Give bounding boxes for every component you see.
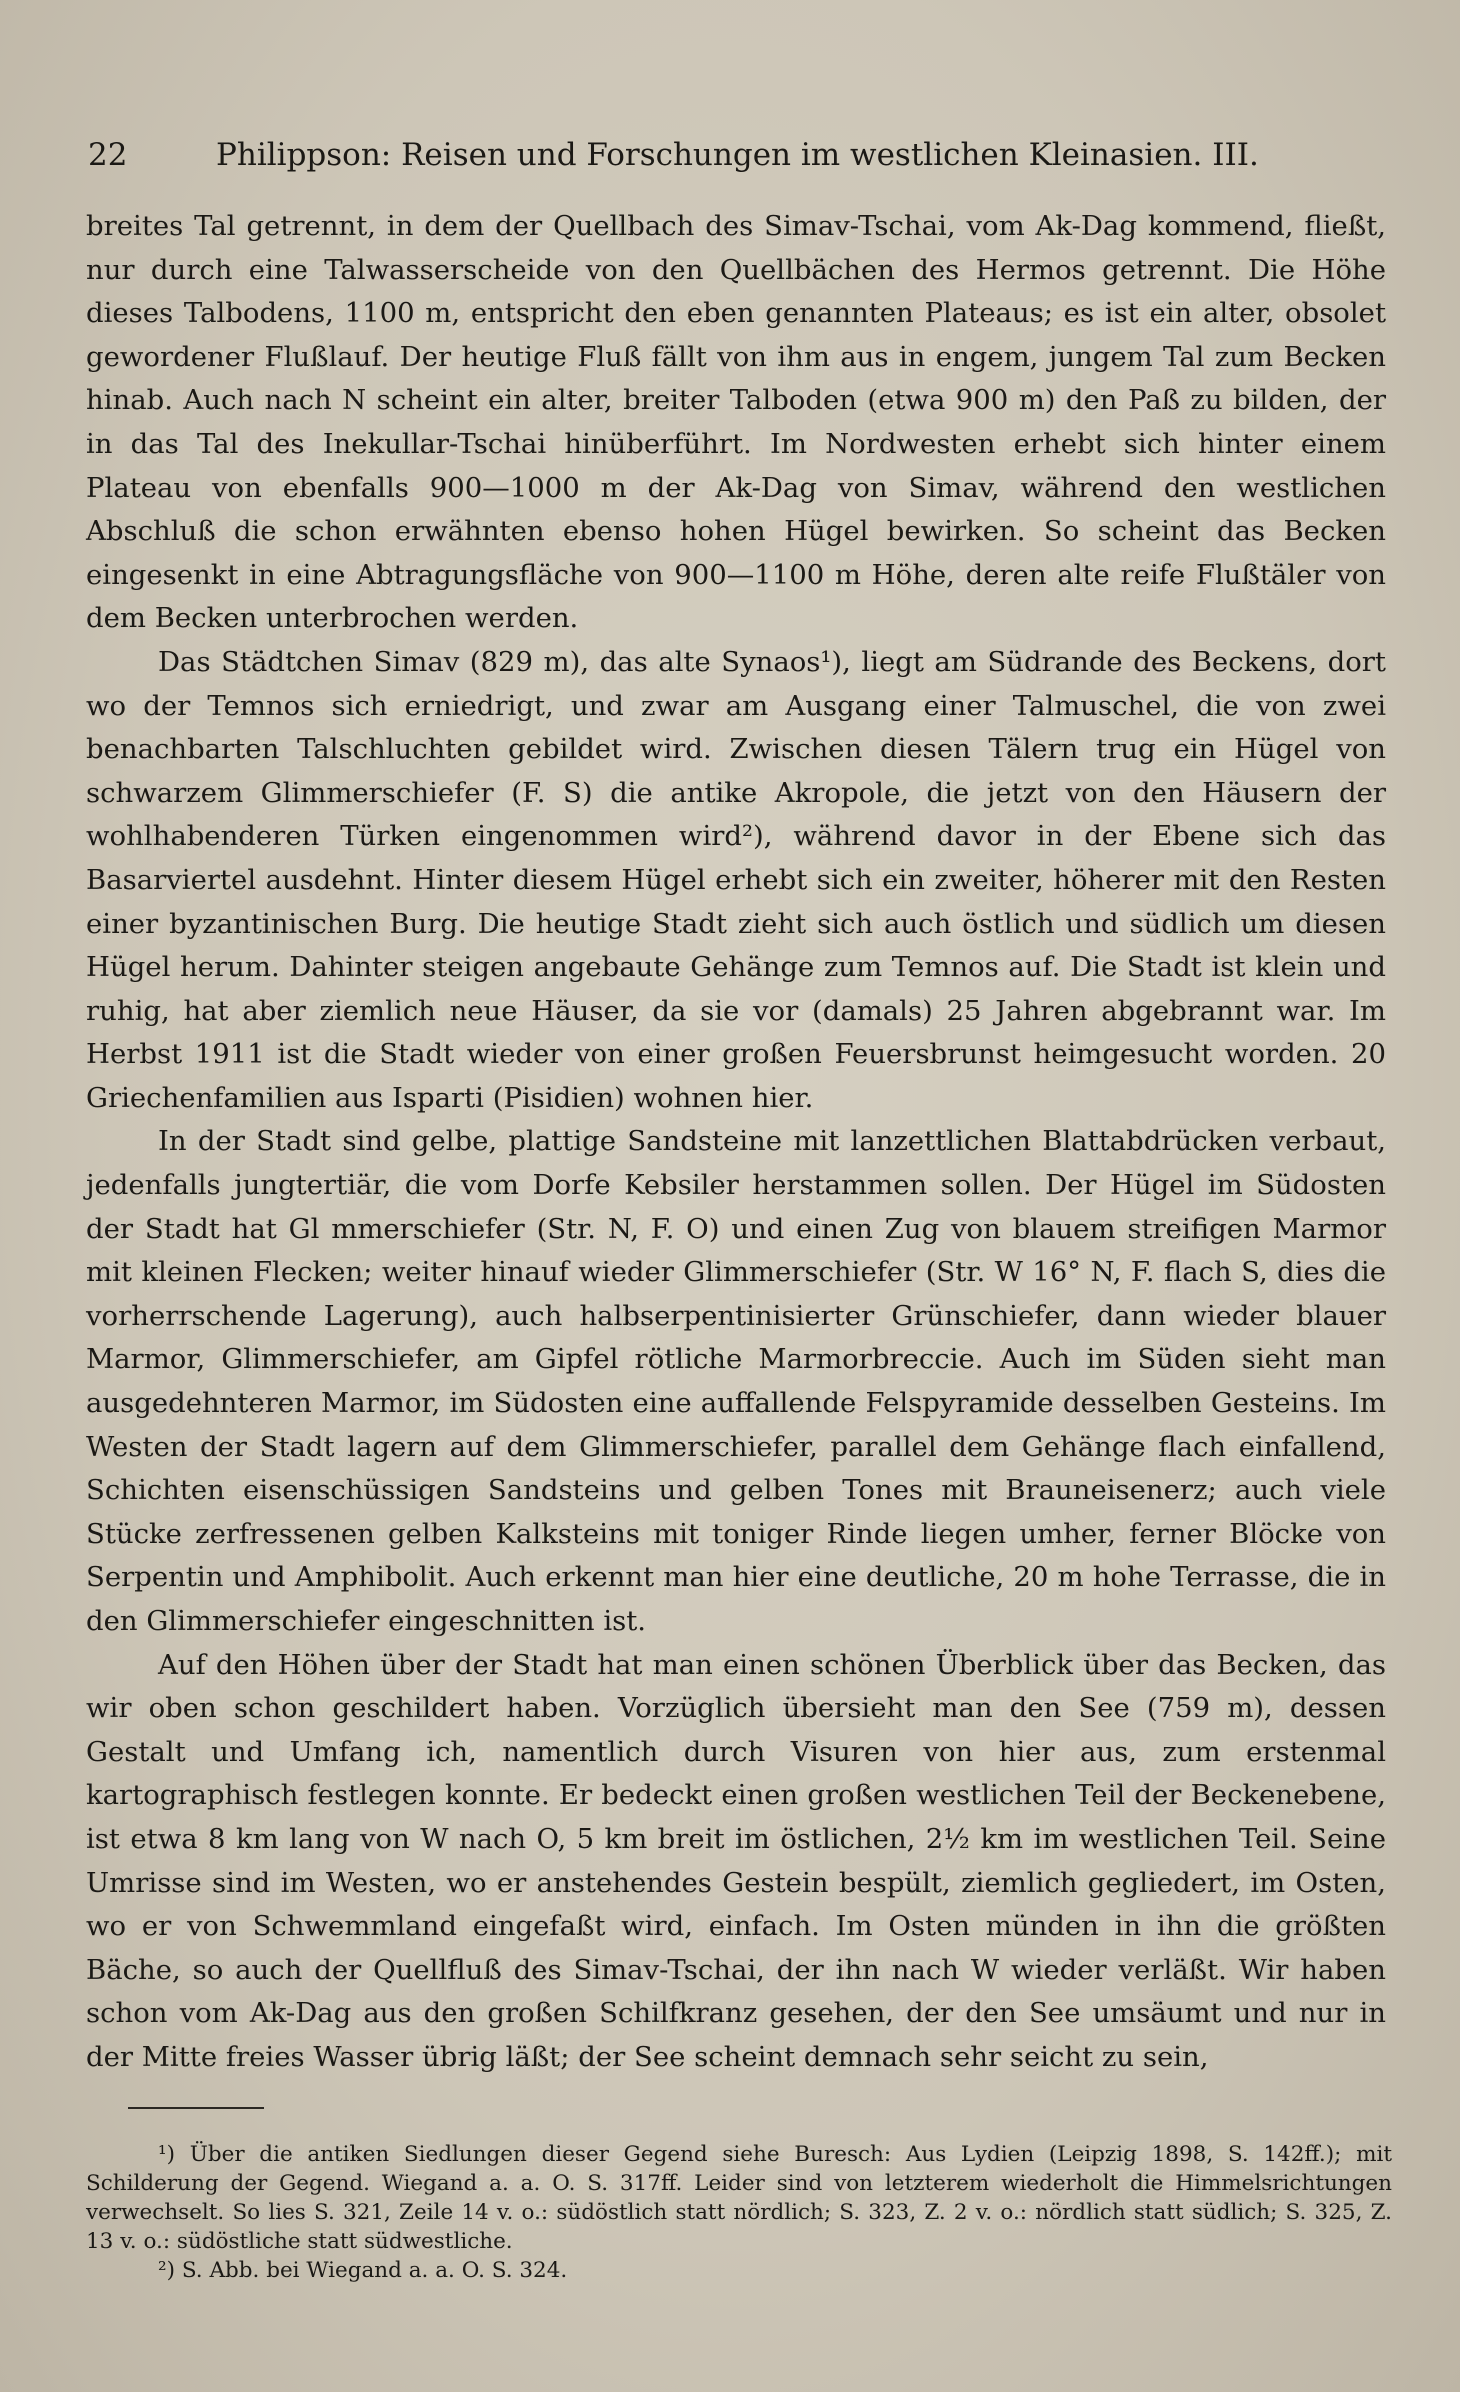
page-number: 22 xyxy=(88,137,128,173)
footnote-2: ²) S. Abb. bei Wiegand a. a. O. S. 324. xyxy=(158,2258,568,2283)
running-header xyxy=(88,135,1388,175)
paragraph-simav-town: Das Städtchen Simav (829 m), das alte Synaos¹), liegt am Südrande des Beckens, dort wo der Temnos sich erniedrigt, und zwar am Ausgang einer Talmuschel, die von zwei benachbarten Talschluchten gebildet wird. Zwischen diesen Tälern trug ein Hügel von schwarzem Glimmerschiefer (F. S) die antike Akropole, die jetzt von den Häusern der wohlhabenderen Türken eingenommen wird²), während davor in der Ebene sich das Basarviertel ausdehnt. Hinter diesem Hügel erhebt sich ein zweiter, höherer mit den Resten einer byzantinischen Burg. Die heutige Stadt zieht sich auch östlich und südlich um diesen Hügel herum. Dahinter steigen angebaute Gehänge zum Temnos auf. Die Stadt ist klein und ruhig, hat aber ziemlich neue Häuser, da sie vor (damals) 25 Jahren abgebrannt war. Im Herbst 1911 ist die Stadt wieder von einer großen Feuersbrunst heimgesucht worden. 20 Griechenfamilien aus Isparti (Pisidien) wohnen hier. xyxy=(86,645,1386,1114)
paragraph-lake-overview: Auf den Höhen über der Stadt hat man einen schönen Überblick über das Becken, das wir oben schon geschildert haben. Vorzüglich übersieht man den See (759 m), dessen Gestalt und Umfang ich, namentlich durch Visuren von hier aus, zum erstenmal kartographisch festlegen konnte. Er bedeckt einen großen westlichen Teil der Beckenebene, ist etwa 8 km lang von W nach O, 5 km breit im östlichen, 2½ km im westlichen Teil. Seine Umrisse sind im Westen, wo er anstehendes Gestein bespült, ziemlich gegliedert, im Osten, wo er von Schwemmland eingefaßt wird, einfach. Im Osten münden in ihn die größten Bäche, so auch der Quellfluß des Simav-Tschai, der ihn nach W wieder verläßt. Wir haben schon vom Ak-Dag aus den großen Schilfkranz gesehen, der den See umsäumt und nur in der Mitte freies Wasser übrig läßt; der See scheint demnach sehr seicht zu sein, xyxy=(86,1648,1386,2073)
footnote-1: ¹) Über die antiken Siedlungen dieser Gegend siehe Buresch: Aus Lydien (Leipzig 1898, S. 142ff.); mit Schilderung der Gegend. Wiegand a. a. O. S. 317ff. Leider sind von letzterem wiederholt die Himmelsrichtungen verwechselt. So lies S. 321, Zeile 14 v. o.: südöstlich statt nördlich; S. 323, Z. 2 v. o.: nördlich statt südlich; S. 325, Z. 13 v. o.: südöstliche statt südwestliche. xyxy=(86,2142,1392,2254)
paragraph-continued: breites Tal getrennt, in dem der Quellbach des Simav-Tschai, vom Ak-Dag kommend, fließt, nur durch eine Talwasserscheide von den Quellbächen des Hermos getrennt. Die Höhe dieses Talbodens, 1100 m, entspricht den eben genannten Plateaus; es ist ein alter, obsolet gewordener Flußlauf. Der heutige Fluß fällt von ihm aus in engem, jungem Tal zum Becken hinab. Auch nach N scheint ein alter, breiter Talboden (etwa 900 m) den Paß zu bilden, der in das Tal des Inekullar-Tschai hinüberführt. Im Nordwesten erhebt sich hinter einem Plateau von ebenfalls 900—1000 m der Ak-Dag von Simav, während den westlichen Abschluß die schon erwähnten ebenso hohen Hügel bewirken. So scheint das Becken eingesenkt in eine Abtragungsfläche von 900—1100 m Höhe, deren alte reife Flußtäler von dem Becken unterbrochen werden. xyxy=(86,210,1386,635)
running-title: Philippson: Reisen und Forschungen im westlichen Kleinasien. III. xyxy=(216,137,1259,173)
paragraph-geology: In der Stadt sind gelbe, plattige Sandsteine mit lanzettlichen Blattabdrücken verbaut, jedenfalls jungtertiär, die vom Dorfe Kebsiler herstammen sollen. Der Hügel im Südosten der Stadt hat Gl mmerschiefer (Str. N, F. O) und einen Zug von blauem streifigen Marmor mit kleinen Flecken; weiter hinauf wieder Glimmerschiefer (Str. W 16° N, F. flach S, dies die vorherrschende Lagerung), auch halbserpentinisierter Grünschiefer, dann wieder blauer Marmor, Glimmerschiefer, am Gipfel rötliche Marmorbreccie. Auch im Süden sieht man ausgedehnteren Marmor, im Südosten eine auffallende Felspyramide desselben Gesteins. Im Westen der Stadt lagern auf dem Glimmerschiefer, parallel dem Gehänge flach einfallend, Schichten eisenschüssigen Sandsteins und gelben Tones mit Brauneisenerz; auch viele Stücke zerfressenen gelben Kalksteins mit toniger Rinde liegen umher, ferner Blöcke von Serpentin und Amphibolit. Auch erkennt man hier eine deutliche, 20 m hohe Terrasse, die in den Glimmerschiefer eingeschnitten ist. xyxy=(86,1125,1386,1637)
footnotes xyxy=(86,2140,1392,2285)
main-text xyxy=(86,205,1386,2080)
footnote-separator xyxy=(128,2107,264,2109)
